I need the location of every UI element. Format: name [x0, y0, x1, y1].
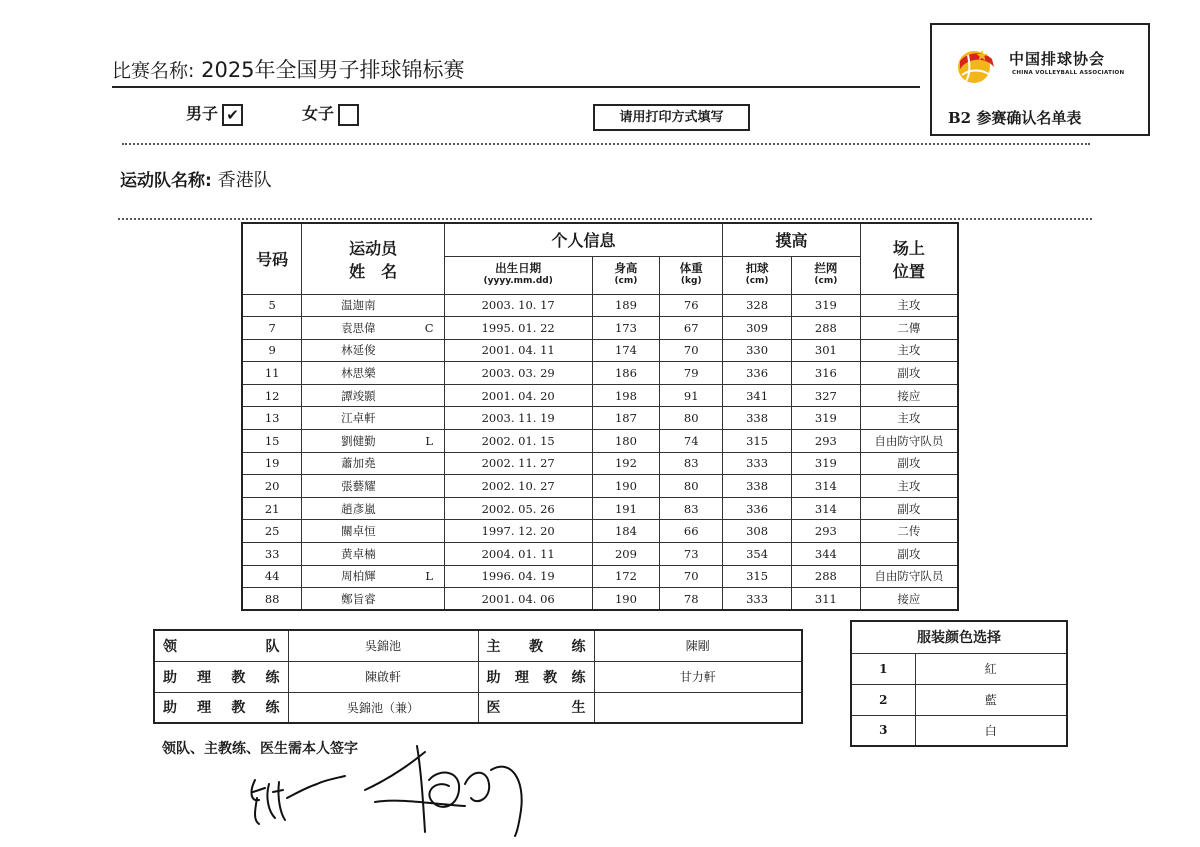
player-number: 5 [242, 294, 302, 317]
player-name: 張藝耀 [302, 475, 415, 498]
player-name: 黄卓楠 [302, 543, 415, 566]
player-spike: 333 [723, 452, 792, 475]
player-birth: 1995. 01. 22 [444, 317, 592, 340]
player-position: 副攻 [860, 497, 958, 520]
player-block: 319 [791, 407, 860, 430]
table-row [242, 520, 958, 543]
role-char: 主 [486, 638, 501, 655]
col-reach: 摸高 [723, 223, 861, 256]
player-birth: 1997. 12. 20 [444, 520, 592, 543]
player-role-mark [414, 588, 444, 611]
player-spike: 336 [723, 362, 792, 385]
player-block: 344 [791, 543, 860, 566]
color-option-value: 白 [915, 715, 1067, 746]
table-row [851, 715, 1067, 746]
leader-name: 吳錦池 [288, 630, 478, 661]
col-position-line1: 场上 [892, 238, 925, 258]
table-row [242, 294, 958, 317]
player-block: 314 [791, 475, 860, 498]
table-row [851, 684, 1067, 715]
male-checkbox[interactable]: ✔ [222, 104, 243, 126]
player-spike: 341 [723, 384, 792, 407]
col-height [592, 256, 660, 294]
player-name: 劉健勤 [302, 430, 415, 453]
player-position: 主攻 [860, 339, 958, 362]
player-weight: 74 [660, 430, 723, 453]
player-name: 趙彥嵐 [302, 497, 415, 520]
player-role-mark [414, 543, 444, 566]
col-block-label: 拦网 [814, 261, 838, 275]
table-row [242, 362, 958, 385]
player-role-mark [414, 384, 444, 407]
role-char: 教 [543, 669, 558, 686]
table-row [242, 430, 958, 453]
signature-instruction: 领队、主教练、医生需本人签字 [162, 741, 358, 757]
uniform-color-title: 服装颜色选择 [851, 621, 1067, 653]
dotted-divider [118, 218, 1092, 220]
player-position: 主攻 [860, 407, 958, 430]
player-height: 180 [592, 430, 660, 453]
player-name: 鄭旨睿 [302, 588, 415, 611]
assistant-coach-name: 陳啟軒 [288, 661, 478, 692]
player-role-mark: C [414, 317, 444, 340]
player-position: 副攻 [860, 452, 958, 475]
player-block: 316 [791, 362, 860, 385]
competition-label: 比赛名称: [112, 60, 195, 82]
player-spike: 354 [723, 543, 792, 566]
roster-table [241, 222, 959, 611]
player-spike: 333 [723, 588, 792, 611]
col-height-label: 身高 [614, 261, 638, 275]
player-position: 主攻 [860, 294, 958, 317]
association-name-cn: 中国排球协会 [1009, 50, 1106, 68]
player-role-mark [414, 294, 444, 317]
col-spike-unit: (cm) [745, 276, 769, 286]
player-block: 301 [791, 339, 860, 362]
table-row [242, 452, 958, 475]
table-row [242, 497, 958, 520]
player-block: 293 [791, 430, 860, 453]
doctor-role [478, 692, 594, 723]
player-weight: 83 [660, 497, 723, 520]
assistant-coach-name: 甘力軒 [594, 661, 802, 692]
player-weight: 76 [660, 294, 723, 317]
col-position [860, 223, 958, 294]
player-block: 319 [791, 294, 860, 317]
competition-title [112, 54, 465, 84]
player-spike: 338 [723, 407, 792, 430]
table-row [242, 543, 958, 566]
player-name: 林延俊 [302, 339, 415, 362]
player-birth: 2003. 11. 19 [444, 407, 592, 430]
male-label: 男子 [186, 104, 219, 123]
player-weight: 67 [660, 317, 723, 340]
handwritten-signature [225, 740, 545, 840]
table-row [242, 407, 958, 430]
player-role-mark: L [414, 430, 444, 453]
role-char: 教 [231, 700, 246, 717]
player-weight: 73 [660, 543, 723, 566]
player-name: 林思樂 [302, 362, 415, 385]
role-char: 助 [163, 700, 177, 717]
player-role-mark [414, 339, 444, 362]
table-row [851, 653, 1067, 684]
role-char: 练 [265, 669, 280, 686]
col-spike [723, 256, 792, 294]
team-label: 运动队名称: [120, 171, 212, 191]
player-spike: 338 [723, 475, 792, 498]
col-athlete-line1: 运动员 [349, 238, 398, 258]
player-name: 袁思偉 [302, 317, 415, 340]
player-birth: 2002. 11. 27 [444, 452, 592, 475]
form-code: B2 参赛确认名单表 [948, 109, 1082, 127]
head-coach-role [478, 630, 594, 661]
role-char: 助 [486, 669, 501, 686]
assistant-coach-role [154, 692, 288, 723]
player-block: 319 [791, 452, 860, 475]
player-height: 209 [592, 543, 660, 566]
col-athlete [302, 223, 445, 294]
table-row [242, 588, 958, 611]
player-birth: 1996. 04. 19 [444, 565, 592, 588]
col-weight-unit: (kg) [680, 276, 702, 286]
player-number: 13 [242, 407, 302, 430]
role-char: 医 [486, 700, 501, 717]
role-char: 生 [571, 700, 586, 717]
player-height: 190 [592, 475, 660, 498]
player-role-mark [414, 475, 444, 498]
player-spike: 309 [723, 317, 792, 340]
volleyball-logo-icon [952, 45, 996, 85]
player-block: 327 [791, 384, 860, 407]
player-birth: 2004. 01. 11 [444, 543, 592, 566]
association-name-en: CHINA VOLLEYBALL ASSOCIATION [1012, 70, 1125, 76]
player-weight: 79 [660, 362, 723, 385]
player-number: 88 [242, 588, 302, 611]
player-height: 184 [592, 520, 660, 543]
player-spike: 315 [723, 430, 792, 453]
player-birth: 2003. 03. 29 [444, 362, 592, 385]
color-option-number: 1 [851, 653, 915, 684]
female-option [302, 101, 359, 126]
player-spike: 330 [723, 339, 792, 362]
player-number: 25 [242, 520, 302, 543]
col-birth-label: 出生日期 [495, 261, 542, 275]
player-role-mark [414, 520, 444, 543]
player-number: 33 [242, 543, 302, 566]
col-number: 号码 [242, 223, 302, 294]
player-height: 186 [592, 362, 660, 385]
player-position: 自由防守队员 [860, 565, 958, 588]
player-birth: 2001. 04. 06 [444, 588, 592, 611]
female-checkbox[interactable] [338, 104, 359, 126]
player-name: 譚竣顥 [302, 384, 415, 407]
player-weight: 78 [660, 588, 723, 611]
table-row [242, 384, 958, 407]
print-instruction: 请用打印方式填写 [593, 104, 750, 131]
role-char: 助 [163, 669, 177, 686]
player-height: 190 [592, 588, 660, 611]
player-name: 温迦南 [302, 294, 415, 317]
table-row [242, 475, 958, 498]
player-role-mark [414, 362, 444, 385]
leader-role-char: 领 [163, 638, 177, 655]
head-coach-name: 陳剛 [594, 630, 802, 661]
table-row [242, 339, 958, 362]
col-birth-unit: (yyyy.mm.dd) [483, 276, 553, 286]
col-height-unit: (cm) [614, 276, 638, 286]
player-birth: 2002. 01. 15 [444, 430, 592, 453]
player-position: 主攻 [860, 475, 958, 498]
col-birth [444, 256, 592, 294]
player-position: 二传 [860, 520, 958, 543]
player-number: 44 [242, 565, 302, 588]
player-position: 接应 [860, 588, 958, 611]
player-role-mark [414, 497, 444, 520]
assistant-coach-name: 吳錦池（兼） [288, 692, 478, 723]
player-height: 192 [592, 452, 660, 475]
role-char: 练 [265, 700, 280, 717]
player-position: 二傳 [860, 317, 958, 340]
player-position: 副攻 [860, 543, 958, 566]
player-weight: 70 [660, 565, 723, 588]
player-spike: 315 [723, 565, 792, 588]
player-birth: 2002. 05. 26 [444, 497, 592, 520]
player-weight: 66 [660, 520, 723, 543]
player-name: 江卓軒 [302, 407, 415, 430]
player-weight: 70 [660, 339, 723, 362]
title-underline [112, 86, 920, 88]
female-label: 女子 [302, 104, 335, 123]
color-option-value: 藍 [915, 684, 1067, 715]
color-option-value: 紅 [915, 653, 1067, 684]
player-weight: 83 [660, 452, 723, 475]
player-name: 關卓恒 [302, 520, 415, 543]
col-athlete-line2: 姓 名 [349, 261, 398, 281]
role-char: 理 [514, 669, 529, 686]
role-char: 理 [197, 700, 212, 717]
association-logo-box [930, 23, 1150, 136]
player-height: 198 [592, 384, 660, 407]
table-row [242, 317, 958, 340]
doctor-name [594, 692, 802, 723]
player-name: 蕭加堯 [302, 452, 415, 475]
player-birth: 2003. 10. 17 [444, 294, 592, 317]
uniform-color-table [850, 620, 1068, 747]
player-number: 7 [242, 317, 302, 340]
player-height: 172 [592, 565, 660, 588]
player-number: 12 [242, 384, 302, 407]
player-height: 189 [592, 294, 660, 317]
player-block: 311 [791, 588, 860, 611]
assistant-coach-role [154, 661, 288, 692]
role-char: 教 [529, 638, 543, 655]
player-number: 9 [242, 339, 302, 362]
player-birth: 2001. 04. 20 [444, 384, 592, 407]
player-block: 314 [791, 497, 860, 520]
player-block: 288 [791, 317, 860, 340]
col-block-unit: (cm) [814, 276, 838, 286]
player-number: 20 [242, 475, 302, 498]
player-block: 288 [791, 565, 860, 588]
team-name: 香港队 [217, 170, 272, 191]
leader-role [154, 630, 288, 661]
col-weight [660, 256, 723, 294]
player-role-mark [414, 452, 444, 475]
competition-name: 2025年全国男子排球锦标赛 [201, 58, 465, 82]
col-personal-info: 个人信息 [444, 223, 722, 256]
player-spike: 328 [723, 294, 792, 317]
player-number: 11 [242, 362, 302, 385]
player-number: 21 [242, 497, 302, 520]
player-birth: 2001. 04. 11 [444, 339, 592, 362]
team-name-line [120, 166, 272, 192]
player-number: 15 [242, 430, 302, 453]
player-role-mark [414, 407, 444, 430]
player-position: 接应 [860, 384, 958, 407]
leader-role-char: 队 [265, 638, 280, 655]
player-weight: 80 [660, 407, 723, 430]
staff-table [153, 629, 803, 724]
player-spike: 308 [723, 520, 792, 543]
col-position-line2: 位置 [892, 261, 925, 281]
player-role-mark: L [414, 565, 444, 588]
col-weight-label: 体重 [679, 261, 703, 275]
role-char: 理 [197, 669, 212, 686]
color-option-number: 3 [851, 715, 915, 746]
player-spike: 336 [723, 497, 792, 520]
male-option [186, 101, 243, 126]
role-char: 练 [571, 638, 586, 655]
player-block: 293 [791, 520, 860, 543]
player-birth: 2002. 10. 27 [444, 475, 592, 498]
role-char: 教 [231, 669, 246, 686]
player-height: 173 [592, 317, 660, 340]
assistant-coach-role [478, 661, 594, 692]
player-position: 副攻 [860, 362, 958, 385]
player-height: 191 [592, 497, 660, 520]
color-option-number: 2 [851, 684, 915, 715]
role-char: 练 [571, 669, 586, 686]
player-position: 自由防守队员 [860, 430, 958, 453]
player-number: 19 [242, 452, 302, 475]
player-weight: 91 [660, 384, 723, 407]
col-spike-label: 扣球 [745, 261, 769, 275]
player-name: 周柏輝 [302, 565, 415, 588]
player-height: 187 [592, 407, 660, 430]
player-height: 174 [592, 339, 660, 362]
table-row [242, 565, 958, 588]
player-weight: 80 [660, 475, 723, 498]
col-block [791, 256, 860, 294]
dotted-divider [122, 143, 1090, 145]
